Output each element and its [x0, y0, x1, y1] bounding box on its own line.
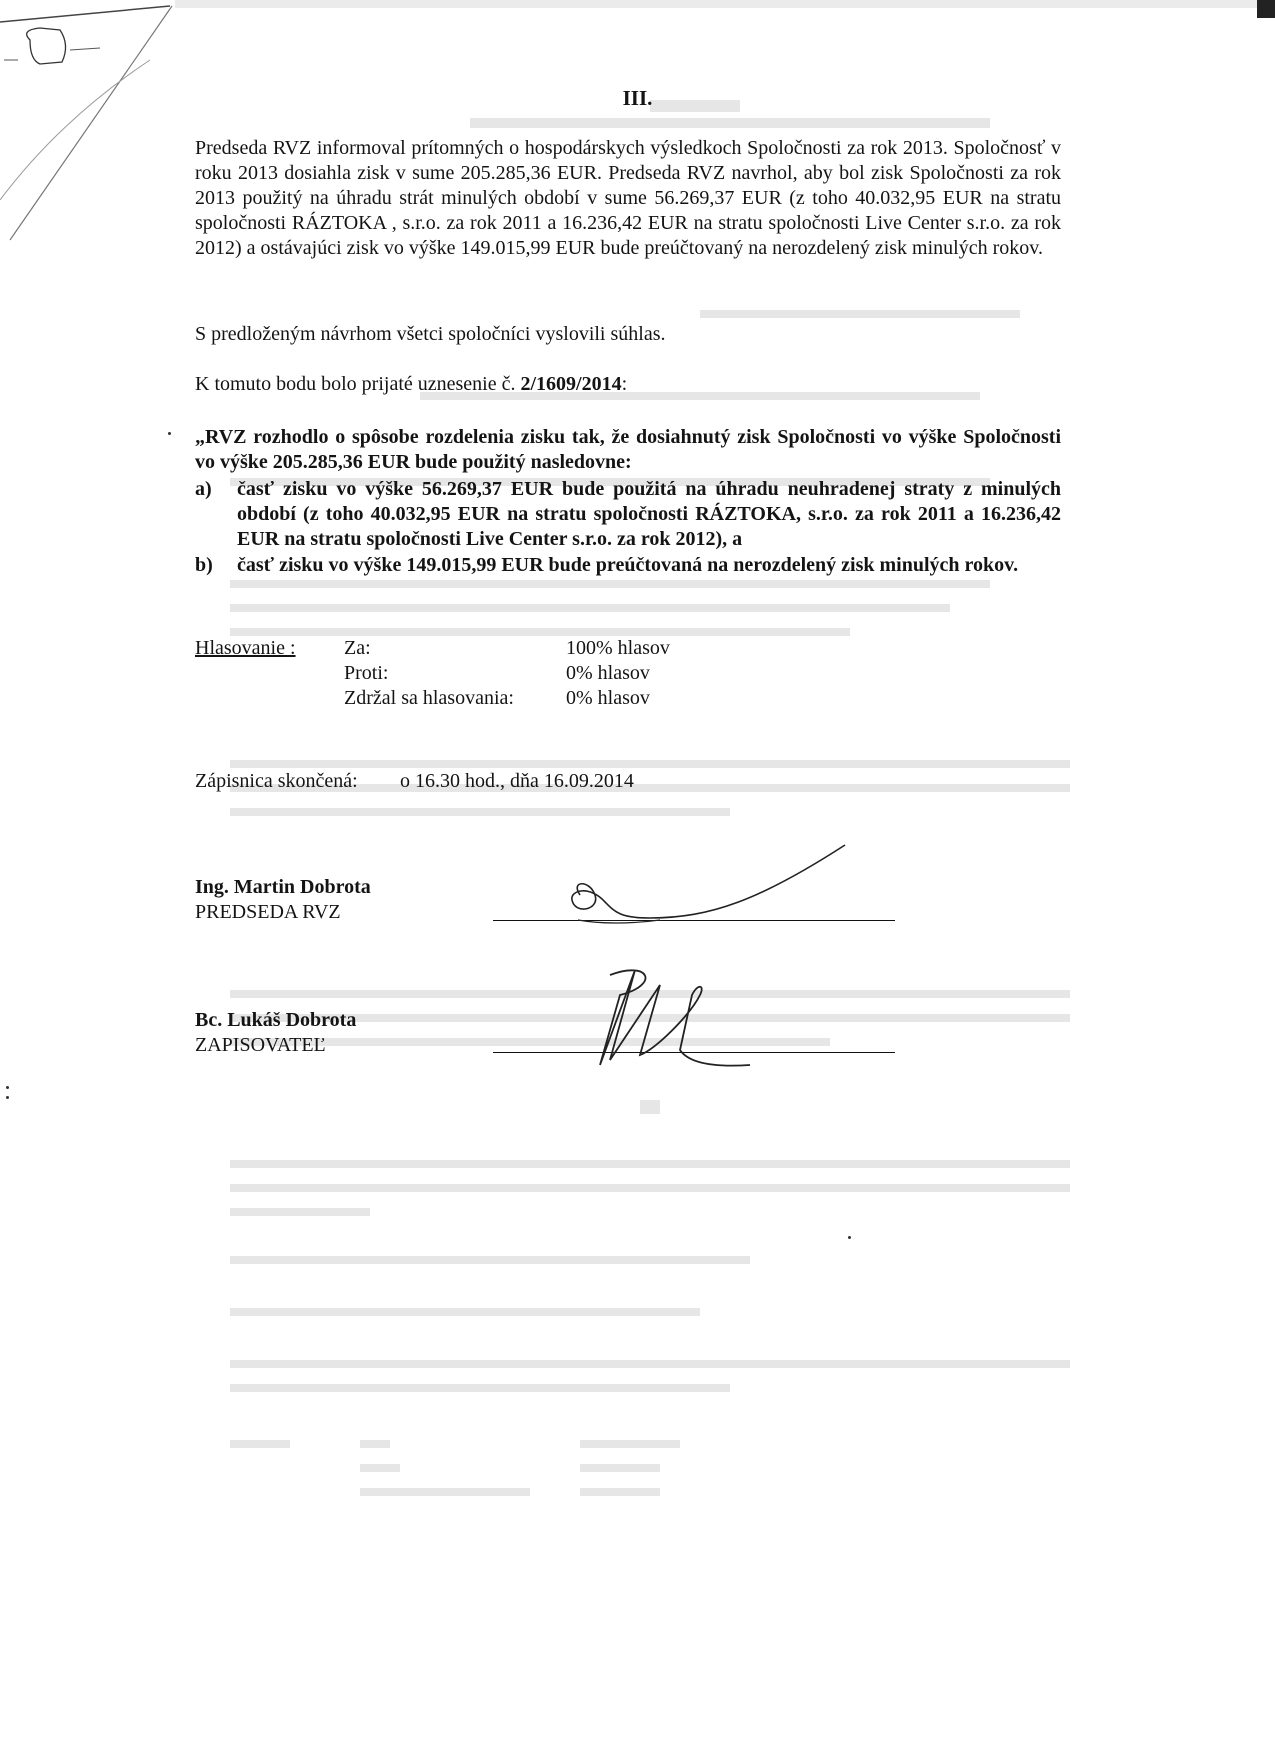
closing-value: o 16.30 hod., dňa 16.09.2014	[400, 770, 634, 792]
resolution-text: „RVZ rozhodlo o spôsobe rozdelenia zisku tak, že dosiahnutý zisk Spoločnosti vo výške Spoločnosti vo výške 205.285,36 EUR bude použitý nasledovne:	[195, 426, 1061, 473]
vote-category-against: Proti:	[344, 662, 389, 684]
signatory-role: ZAPISOVATEĽ	[195, 1034, 326, 1056]
results-paragraph: Predseda RVZ informoval prítomných o hospodárskych výsledkoch Spoločnosti za rok 2013. Spoločnosť v roku 2013 dosiahla zisk v sume 205.285,36 EUR. Predseda RVZ navrhol, aby bol zisk Spoločnosti za rok 2013 použitý na úhradu strát minulých období v sume 56.269,37 EUR (z toho 40.032,95 EUR na stratu spoločnosti RÁZTOKA , s.r.o. za rok 2011 a 16.236,42 EUR na stratu spoločnosti Live Center s.r.o. za rok 2012) a ostávajúci zisk vo výške 149.015,99 EUR bude preúčtovaný na nerozdelený zisk minulých rokov.	[195, 137, 1061, 259]
vote-value-abstain: 0% hlasov	[566, 687, 650, 709]
vote-value-against: 0% hlasov	[566, 662, 650, 684]
voting-values	[566, 636, 670, 711]
signatory-name: Ing. Martin Dobrota	[195, 876, 371, 898]
item-marker: b)	[195, 554, 213, 576]
resolution-item	[195, 553, 1061, 578]
scan-speck	[6, 1096, 9, 1099]
vote-category-abstain: Zdržal sa hlasovania:	[344, 687, 514, 709]
resolution-item	[195, 477, 1061, 552]
item-text: časť zisku vo výške 56.269,37 EUR bude použitá na úhradu neuhradenej straty z minulých období (z toho 40.032,95 EUR na stratu spoločnosti RÁZTOKA, s.r.o. za rok 2011 a 16.236,42 EUR na stratu spoločnosti Live Center s.r.o. za rok 2012), a	[237, 478, 1061, 550]
consent-paragraph: S predloženým návrhom všetci spoločníci vyslovili súhlas.	[195, 323, 666, 345]
signatory-recorder	[195, 1008, 356, 1058]
scan-speck	[168, 432, 171, 435]
resolution-number: 2/1609/2014	[520, 373, 622, 395]
closing-label: Zápisnica skončená:	[195, 770, 358, 792]
resolution-intro	[195, 372, 1061, 397]
voting-label: Hlasovanie :	[195, 637, 296, 659]
scan-speck	[848, 1236, 851, 1239]
vote-category-for: Za:	[344, 637, 371, 659]
signatory-name: Bc. Lukáš Dobrota	[195, 1009, 357, 1031]
resolution-items	[195, 477, 1061, 578]
vote-value-for: 100% hlasov	[566, 637, 670, 659]
voting-categories	[344, 636, 514, 711]
section-heading: III.	[622, 86, 653, 110]
signature-recorder	[580, 955, 760, 1075]
item-marker: a)	[195, 478, 212, 500]
scan-speck	[6, 1086, 9, 1089]
signatory-chairman	[195, 875, 371, 925]
resolution-intro-suffix: :	[621, 373, 628, 395]
signature-chairman	[560, 840, 860, 930]
resolution-intro-text: K tomuto bodu bolo prijaté uznesenie č.	[195, 373, 521, 395]
signatory-role: PREDSEDA RVZ	[195, 901, 341, 923]
item-text: časť zisku vo výške 149.015,99 EUR bude preúčtovaná na nerozdelený zisk minulých rokov.	[237, 554, 1019, 576]
